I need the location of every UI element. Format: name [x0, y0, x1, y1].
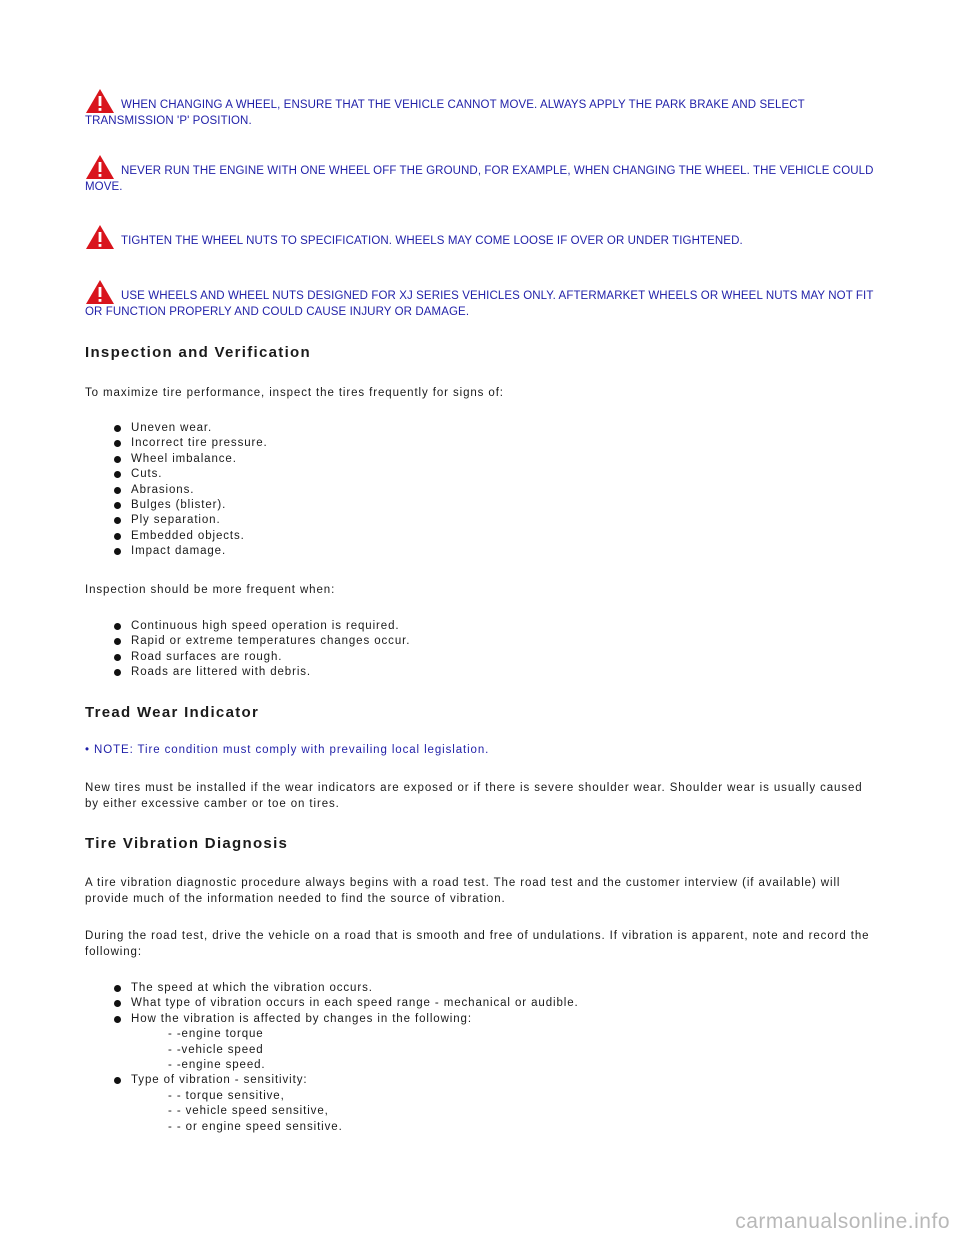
bullet-icon — [114, 471, 121, 478]
warning-text: WHEN CHANGING A WHEEL, ENSURE THAT THE VEHICLE CANNOT MOVE. ALWAYS APPLY THE PARK BRAKE AND SELECT TRANSMISSION 'P' POSITION. — [85, 99, 805, 127]
tread-body: New tires must be installed if the wear indicators are exposed or if there is severe shoulder wear. Shoulder wear is usually caused by either excessive camber or toe on tires. — [85, 782, 863, 810]
list-item: How the vibration is affected by changes in the following: - -engine torque - -vehicle speed - -engine speed. — [112, 1012, 579, 1074]
bullet-icon — [114, 623, 121, 630]
warning-2 — [85, 154, 875, 196]
bullet-icon — [114, 456, 121, 463]
list-item: Roads are littered with debris. — [112, 665, 410, 680]
sub-item: - -engine torque — [168, 1028, 264, 1041]
bullet-icon — [114, 440, 121, 447]
vibration-para-2: During the road test, drive the vehicle on a road that is smooth and free of undulations. If vibration is apparent, note and record the following: — [85, 930, 870, 958]
list-item: Ply separation. — [112, 513, 268, 528]
warning-text: USE WHEELS AND WHEEL NUTS DESIGNED FOR XJ SERIES VEHICLES ONLY. AFTERMARKET WHEELS OR WHEEL NUTS MAY NOT FIT OR FUNCTION PROPERLY AND COULD CAUSE INJURY OR DAMAGE. — [85, 290, 874, 318]
bullet-icon — [114, 548, 121, 555]
section-heading-vibration: Tire Vibration Diagnosis — [85, 835, 289, 852]
watermark-logo: carmanualsonline.info — [735, 1210, 950, 1233]
list-item: Road surfaces are rough. — [112, 650, 410, 665]
list-item: Embedded objects. — [112, 529, 268, 544]
list-item: Rapid or extreme temperatures changes occur. — [112, 634, 410, 649]
vibration-items-list — [112, 981, 579, 1135]
warning-triangle-icon — [85, 88, 115, 114]
bullet-icon — [114, 638, 121, 645]
inspection-signs-list — [112, 421, 268, 560]
bullet-icon — [114, 985, 121, 992]
warning-text: TIGHTEN THE WHEEL NUTS TO SPECIFICATION. WHEELS MAY COME LOOSE IF OVER OR UNDER TIGHTENED. — [121, 235, 743, 247]
vibration-para-1: A tire vibration diagnostic procedure always begins with a road test. The road test and the customer interview (if available) will provide much of the information needed to find the source of vibration. — [85, 877, 841, 905]
bullet-icon — [114, 502, 121, 509]
bullet-icon — [114, 669, 121, 676]
list-item: The speed at which the vibration occurs. — [112, 981, 579, 996]
list-item: Abrasions. — [112, 483, 268, 498]
bullet-icon — [114, 517, 121, 524]
list-item: Incorrect tire pressure. — [112, 436, 268, 451]
sub-item: - - vehicle speed sensitive, — [168, 1105, 329, 1118]
list-item: Wheel imbalance. — [112, 452, 268, 467]
section-heading-tread: Tread Wear Indicator — [85, 704, 260, 721]
list-item: Cuts. — [112, 467, 268, 482]
list-item: Impact damage. — [112, 544, 268, 559]
warning-triangle-icon — [85, 154, 115, 180]
warning-3 — [85, 224, 875, 250]
bullet-icon — [114, 487, 121, 494]
sub-item: - -engine speed. — [168, 1059, 266, 1072]
bullet-icon — [114, 1000, 121, 1007]
bullet-icon — [114, 654, 121, 661]
warning-text: NEVER RUN THE ENGINE WITH ONE WHEEL OFF THE GROUND, FOR EXAMPLE, WHEN CHANGING THE WHEEL. THE VEHICLE COULD MOVE. — [85, 165, 874, 193]
sub-item: - -vehicle speed — [168, 1043, 264, 1056]
list-item: What type of vibration occurs in each speed range - mechanical or audible. — [112, 996, 579, 1011]
tread-note: • NOTE: Tire condition must comply with prevailing local legislation. — [85, 744, 490, 756]
warning-4 — [85, 279, 875, 321]
warning-triangle-icon — [85, 279, 115, 305]
list-item: Uneven wear. — [112, 421, 268, 436]
warning-1 — [85, 88, 875, 130]
list-item: Bulges (blister). — [112, 498, 268, 513]
frequent-conditions-list — [112, 619, 410, 681]
section-heading-inspection: Inspection and Verification — [85, 344, 311, 361]
list-item: Continuous high speed operation is required. — [112, 619, 410, 634]
list-item: Type of vibration - sensitivity: - - torque sensitive, - - vehicle speed sensitive, - - or engine speed sensitive. — [112, 1073, 579, 1135]
bullet-icon — [114, 1016, 121, 1023]
sub-item: - - torque sensitive, — [168, 1089, 285, 1102]
bullet-icon — [114, 425, 121, 432]
bullet-icon — [114, 533, 121, 540]
sub-item: - - or engine speed sensitive. — [168, 1120, 343, 1133]
inspection-intro: To maximize tire performance, inspect the tires frequently for signs of: — [85, 387, 504, 399]
warning-triangle-icon — [85, 224, 115, 250]
bullet-icon — [114, 1077, 121, 1084]
frequent-intro: Inspection should be more frequent when: — [85, 584, 336, 596]
